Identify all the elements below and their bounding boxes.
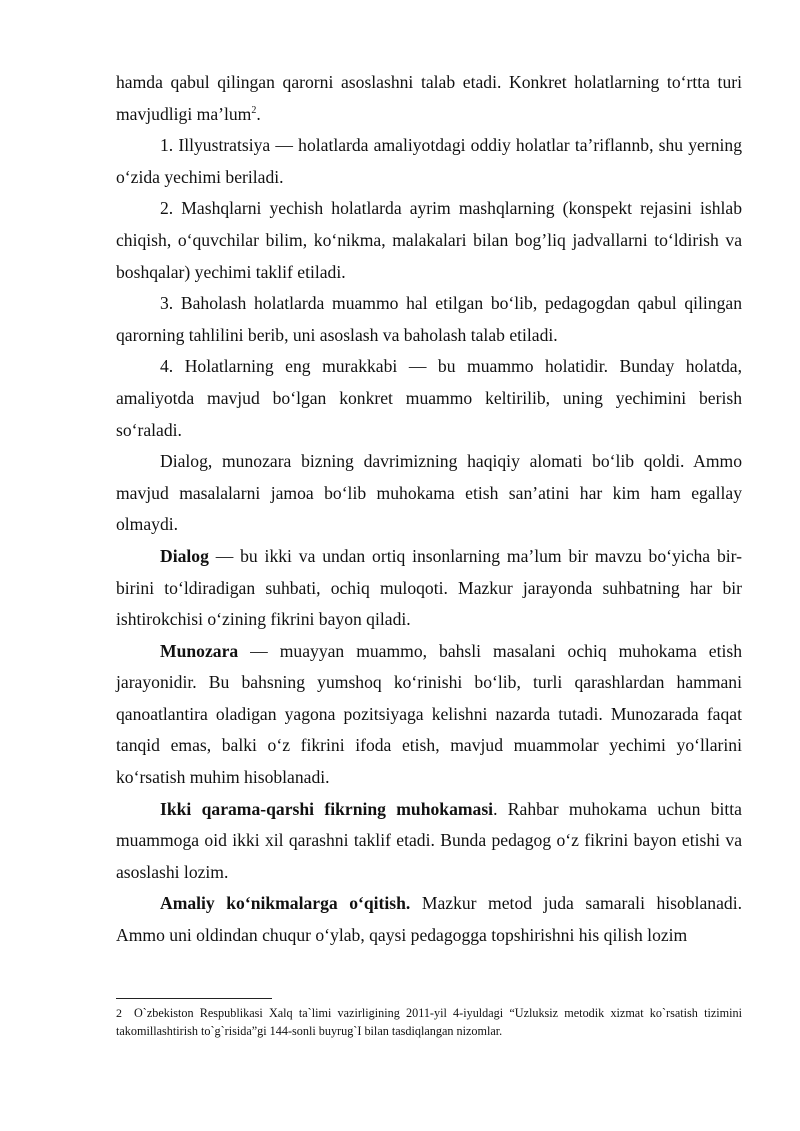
paragraph-munozara-definition: Munozara — muayyan muammo, bahsli masalani ochiq muhokama etish jarayonidir. Bu bahsning yumshoq ko‘rinishi bo‘lib, turli qarashlardan hammani qanoatlantira oladigan yagona pozitsiyaga kelishni nazarda tutadi. Munozarada faqat tanqid emas, balki o‘z fikrini ifoda etish, mavjud muammolar yechimi yo‘llarini ko‘rsatish muhim hisoblanadi. [116,640,742,788]
term-dialog: Dialog [160,545,209,566]
footnote [116,1004,742,1040]
footnote-mark: 2 [116,1006,122,1020]
paragraph-evaluation: 3. Baholash holatlarda muammo hal etilgan bo‘lib, pedagogdan qabul qilingan qarorning tahlilini berib, uni asoslash va baholash talab etiladi. [116,293,742,345]
paragraph-practical-skills: Amaliy ko‘nikmalarga o‘qitish. Mazkur metod juda samarali hisoblanadi. Ammo uni oldindan chuqur o‘ylab, qaysi pedagogga topshirishni his qilish lozim [116,893,742,946]
term-two-views: Ikki qarama-qarshi fikrning muhokamasi [160,798,494,819]
paragraph-dialog-definition: Dialog — bu ikki va undan ortiq insonlarning ma’lum bir mavzu bo‘yicha bir-birini to‘ldiradigan suhbati, ochiq muloqoti. Mazkur jarayonda suhbatning har bir ishtirokchisi o‘zining fikrini bayon qiladi. [116,545,742,630]
paragraph-illustration: 1. Illyustratsiya — holatlarda amaliyotdagi oddiy holatlar ta’riflannb, shu yerning o‘zida yechimi beriladi. [116,135,742,187]
term-munozara: Munozara [160,640,239,661]
footnote-separator [116,998,272,999]
footnote-text: O`zbekiston Respublikasi Xalq ta`limi vazirligining 2011-yil 4-iyuldagi “Uzluksiz metodik xizmat ko`rsatish tizimini takomillashtirish to`g`risida”gi 144-sonli buyrug`I bilan tasdiqlangan nizomlar. [116,1006,742,1038]
paragraph-dialog-intro: Dialog, munozara bizning davrimizning haqiqiy alomati bo‘lib qoldi. Ammo mavjud masalalarni jamoa bo‘lib muhokama etish san’atini har kim ham egallay olmaydi. [116,451,742,535]
footnote-ref[interactable]: 2 [251,104,257,116]
body-text [116,67,742,952]
term-practical-skills: Amaliy ko‘nikmalarga o‘qitish. [160,893,411,914]
paragraph-exercises: 2. Mashqlarni yechish holatlarda ayrim mashqlarning (konspekt rejasini ishlab chiqish, o‘quvchilar bilim, ko‘nikma, malakalari bilan bog’liq jadvallarni to‘ldirish va boshqalar) yechimi taklif etiladi. [116,198,742,282]
paragraph-problem: 4. Holatlarning eng murakkabi — bu muammo holatidir. Bunday holatda, amaliyotda mavjud bo‘lgan konkret muammo keltirilib, uning yechimini berish so‘raladi. [116,356,742,440]
paragraph-intro: hamda qabul qilingan qarorni asoslashni talab etadi. Konkret holatlarning to‘rtta turi mavjudligi ma’lum$^2$. [116,72,742,124]
paragraph-two-views: Ikki qarama-qarshi fikrning muhokamasi. Rahbar muhokama uchun bitta muammoga oid ikki xil qarashni taklif etadi. Bunda pedagog o‘z fikrini bayon etishi va asoslashi lozim. [116,798,742,882]
